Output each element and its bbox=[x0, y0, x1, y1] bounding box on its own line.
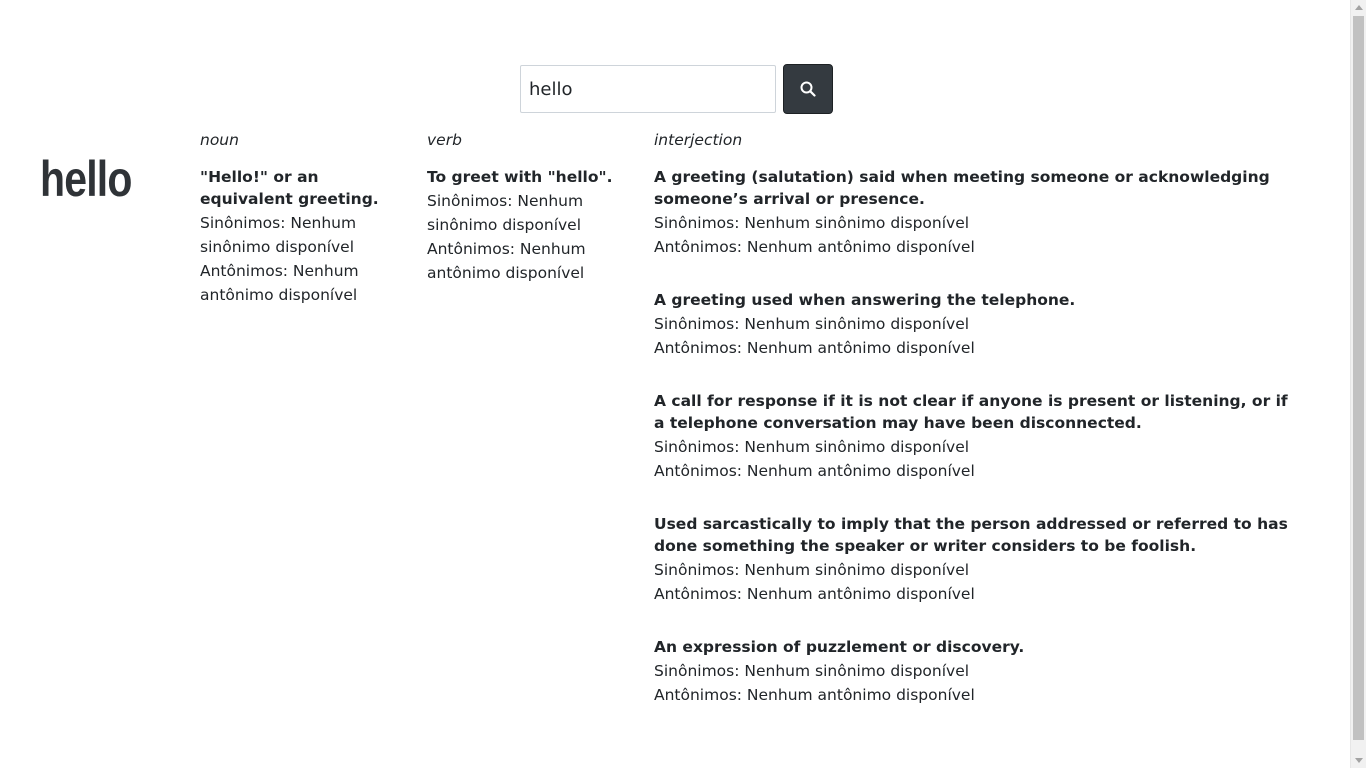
sense bbox=[654, 289, 1294, 360]
antonyms: Antônimos: Nenhum antônimo disponível bbox=[200, 262, 359, 304]
search-button[interactable] bbox=[783, 64, 833, 114]
sense bbox=[654, 390, 1294, 483]
antonyms: Antônimos: Nenhum antônimo disponível bbox=[654, 462, 975, 480]
arrow-down-icon bbox=[1355, 758, 1363, 763]
scroll-up-button[interactable] bbox=[1351, 0, 1366, 15]
antonyms: Antônimos: Nenhum antônimo disponível bbox=[654, 339, 975, 357]
search-bar bbox=[520, 64, 833, 114]
definition: "Hello!" or an equivalent greeting. bbox=[200, 168, 379, 208]
pos-column-noun bbox=[200, 128, 400, 337]
search-icon bbox=[800, 81, 816, 97]
headword: hello bbox=[40, 151, 132, 207]
synonyms: Sinônimos: Nenhum sinônimo disponível bbox=[654, 561, 970, 579]
synonyms: Sinônimos: Nenhum sinônimo disponível bbox=[200, 214, 357, 256]
antonyms: Antônimos: Nenhum antônimo disponível bbox=[654, 585, 975, 603]
definition: A greeting used when answering the telephone. bbox=[654, 291, 1076, 309]
antonyms: Antônimos: Nenhum antônimo disponível bbox=[427, 240, 586, 282]
synonyms: Sinônimos: Nenhum sinônimo disponível bbox=[654, 214, 970, 232]
synonyms: Sinônimos: Nenhum sinônimo disponível bbox=[427, 192, 584, 234]
pos-column-verb bbox=[427, 128, 627, 315]
synonyms: Sinônimos: Nenhum sinônimo disponível bbox=[654, 662, 970, 680]
definition: To greet with "hello". bbox=[427, 168, 613, 186]
vertical-scrollbar[interactable] bbox=[1350, 0, 1366, 768]
scroll-down-button[interactable] bbox=[1351, 753, 1366, 768]
sense bbox=[654, 636, 1294, 707]
synonyms: Sinônimos: Nenhum sinônimo disponível bbox=[654, 315, 970, 333]
antonyms: Antônimos: Nenhum antônimo disponível bbox=[654, 686, 975, 704]
sense bbox=[654, 513, 1294, 606]
arrow-up-icon bbox=[1355, 5, 1363, 10]
part-of-speech: interjection bbox=[654, 131, 743, 149]
pos-column-interjection bbox=[654, 128, 1294, 737]
synonyms: Sinônimos: Nenhum sinônimo disponível bbox=[654, 438, 970, 456]
scrollbar-thumb[interactable] bbox=[1353, 16, 1364, 740]
antonyms: Antônimos: Nenhum antônimo disponível bbox=[654, 238, 975, 256]
search-input[interactable] bbox=[520, 65, 776, 113]
part-of-speech: verb bbox=[427, 131, 462, 149]
definition: An expression of puzzlement or discovery. bbox=[654, 638, 1025, 656]
definition: A call for response if it is not clear if anyone is present or listening, or if a telephone conversation may have been disconnected. bbox=[654, 392, 1288, 432]
sense bbox=[200, 166, 400, 307]
sense bbox=[427, 166, 627, 285]
sense bbox=[654, 166, 1294, 259]
part-of-speech: noun bbox=[200, 131, 239, 149]
definition: A greeting (salutation) said when meeting someone or acknowledging someone’s arrival or presence. bbox=[654, 168, 1270, 208]
definition: Used sarcastically to imply that the person addressed or referred to has done something the speaker or writer considers to be foolish. bbox=[654, 515, 1288, 555]
